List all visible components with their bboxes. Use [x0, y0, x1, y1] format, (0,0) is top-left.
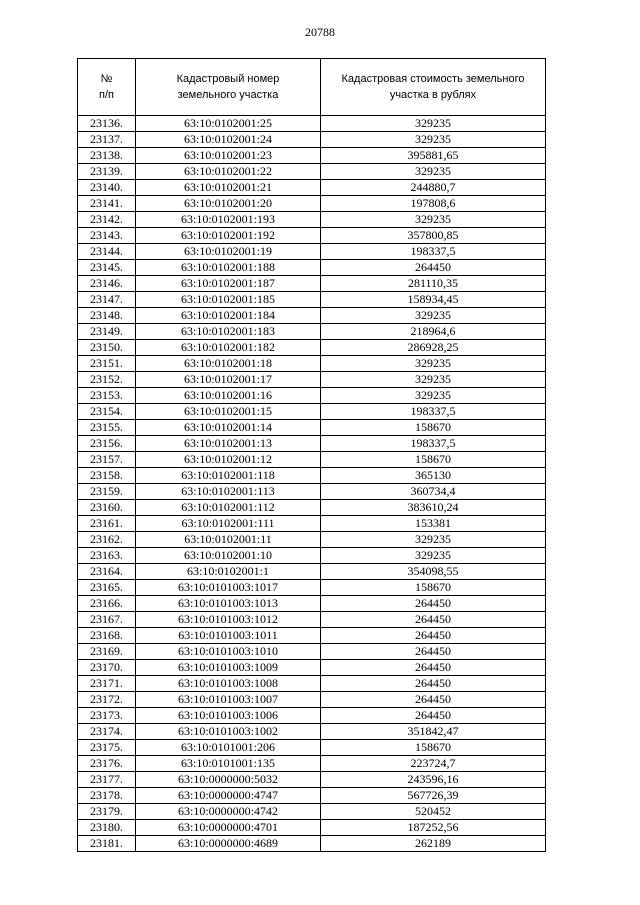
row-number-cell: 23173.: [78, 708, 136, 724]
row-number-cell: 23148.: [78, 308, 136, 324]
cadastral-value-cell: 198337,5: [321, 404, 546, 420]
table-row: [78, 404, 546, 420]
table-row: [78, 772, 546, 788]
cadastral-number-cell: 63:10:0102001:21: [136, 180, 321, 196]
cadastral-value-cell: 264450: [321, 676, 546, 692]
cadastral-value-cell: 281110,35: [321, 276, 546, 292]
cadastral-number-cell: 63:10:0102001:111: [136, 516, 321, 532]
table-row: [78, 644, 546, 660]
row-number-cell: 23149.: [78, 324, 136, 340]
table-row: [78, 356, 546, 372]
table-row: [78, 692, 546, 708]
cadastral-number-cell: 63:10:0102001:22: [136, 164, 321, 180]
cadastral-number-cell: 63:10:0102001:182: [136, 340, 321, 356]
table-row: [78, 132, 546, 148]
cadastral-value-cell: 198337,5: [321, 436, 546, 452]
row-number-cell: 23177.: [78, 772, 136, 788]
cadastral-value-cell: 264450: [321, 644, 546, 660]
cadastral-value-cell: 329235: [321, 132, 546, 148]
row-number-cell: 23140.: [78, 180, 136, 196]
table-row: [78, 244, 546, 260]
table-row: [78, 436, 546, 452]
row-number-cell: 23157.: [78, 452, 136, 468]
cadastral-number-cell: 63:10:0000000:5032: [136, 772, 321, 788]
row-number-cell: 23139.: [78, 164, 136, 180]
cadastral-value-cell: 329235: [321, 116, 546, 132]
cadastral-number-cell: 63:10:0102001:185: [136, 292, 321, 308]
row-number-cell: 23170.: [78, 660, 136, 676]
table-row: [78, 340, 546, 356]
table-row: [78, 500, 546, 516]
table-row: [78, 548, 546, 564]
cadastral-number-cell: 63:10:0102001:24: [136, 132, 321, 148]
cadastral-value-cell: 354098,55: [321, 564, 546, 580]
cadastral-number-cell: 63:10:0102001:12: [136, 452, 321, 468]
row-number-cell: 23160.: [78, 500, 136, 516]
row-number-cell: 23180.: [78, 820, 136, 836]
header-cadastral-number: [136, 59, 321, 116]
row-number-cell: 23145.: [78, 260, 136, 276]
table-row: [78, 260, 546, 276]
table-row: [78, 564, 546, 580]
table-row: [78, 660, 546, 676]
row-number-cell: 23169.: [78, 644, 136, 660]
row-number-cell: 23162.: [78, 532, 136, 548]
table-header-row: [78, 59, 546, 116]
table-row: [78, 580, 546, 596]
row-number-cell: 23168.: [78, 628, 136, 644]
table-row: [78, 804, 546, 820]
row-number-cell: 23175.: [78, 740, 136, 756]
cadastral-value-cell: 198337,5: [321, 244, 546, 260]
table-row: [78, 372, 546, 388]
cadastral-value-cell: 264450: [321, 692, 546, 708]
row-number-cell: 23165.: [78, 580, 136, 596]
cadastral-number-cell: 63:10:0101003:1013: [136, 596, 321, 612]
cadastral-number-cell: 63:10:0000000:4747: [136, 788, 321, 804]
cadastral-number-cell: 63:10:0102001:10: [136, 548, 321, 564]
cadastral-value-cell: 286928,25: [321, 340, 546, 356]
cadastral-value-cell: 243596,16: [321, 772, 546, 788]
cadastral-number-cell: 63:10:0102001:187: [136, 276, 321, 292]
cadastral-number-cell: 63:10:0101003:1002: [136, 724, 321, 740]
row-number-cell: 23151.: [78, 356, 136, 372]
cadastral-value-cell: 383610,24: [321, 500, 546, 516]
row-number-cell: 23153.: [78, 388, 136, 404]
cadastral-value-cell: 329235: [321, 356, 546, 372]
cadastral-value-cell: 329235: [321, 164, 546, 180]
table-row: [78, 452, 546, 468]
table-row: [78, 388, 546, 404]
row-number-cell: 23163.: [78, 548, 136, 564]
table-row: [78, 836, 546, 852]
table-row: [78, 308, 546, 324]
table-row: [78, 516, 546, 532]
cadastral-number-cell: 63:10:0102001:19: [136, 244, 321, 260]
table-row: [78, 276, 546, 292]
table-row: [78, 116, 546, 132]
cadastral-number-cell: 63:10:0102001:17: [136, 372, 321, 388]
cadastral-number-cell: 63:10:0102001:192: [136, 228, 321, 244]
cadastral-value-cell: 264450: [321, 612, 546, 628]
cadastral-value-cell: 329235: [321, 548, 546, 564]
cadastral-number-cell: 63:10:0101001:135: [136, 756, 321, 772]
cadastral-number-cell: 63:10:0000000:4701: [136, 820, 321, 836]
cadastral-value-cell: 395881,65: [321, 148, 546, 164]
cadastral-value-cell: 187252,56: [321, 820, 546, 836]
cadastral-number-cell: 63:10:0102001:23: [136, 148, 321, 164]
cadastral-number-cell: 63:10:0102001:112: [136, 500, 321, 516]
header-cadastral-value: [321, 59, 546, 116]
cadastral-value-cell: 264450: [321, 660, 546, 676]
table-row: [78, 468, 546, 484]
cadastral-value-cell: 262189: [321, 836, 546, 852]
table-row: [78, 788, 546, 804]
header-line: Кадастровый номер: [176, 73, 280, 85]
table-row: [78, 180, 546, 196]
header-line: №: [100, 73, 113, 85]
cadastral-number-cell: 63:10:0000000:4689: [136, 836, 321, 852]
cadastral-value-cell: 244880,7: [321, 180, 546, 196]
cadastral-number-cell: 63:10:0102001:183: [136, 324, 321, 340]
table-row: [78, 324, 546, 340]
cadastral-number-cell: 63:10:0102001:188: [136, 260, 321, 276]
row-number-cell: 23158.: [78, 468, 136, 484]
table-row: [78, 148, 546, 164]
cadastral-value-cell: 329235: [321, 532, 546, 548]
cadastral-number-cell: 63:10:0102001:11: [136, 532, 321, 548]
cadastral-number-cell: 63:10:0101003:1006: [136, 708, 321, 724]
table-row: [78, 420, 546, 436]
cadastral-value-cell: 153381: [321, 516, 546, 532]
cadastral-number-cell: 63:10:0102001:15: [136, 404, 321, 420]
table-row: [78, 228, 546, 244]
cadastral-number-cell: 63:10:0101003:1011: [136, 628, 321, 644]
cadastral-number-cell: 63:10:0102001:113: [136, 484, 321, 500]
cadastral-number-cell: 63:10:0102001:13: [136, 436, 321, 452]
cadastral-value-cell: 520452: [321, 804, 546, 820]
cadastral-value-cell: 158670: [321, 740, 546, 756]
table-row: [78, 196, 546, 212]
cadastral-number-cell: 63:10:0101003:1010: [136, 644, 321, 660]
cadastral-number-cell: 63:10:0101003:1008: [136, 676, 321, 692]
row-number-cell: 23156.: [78, 436, 136, 452]
header-line: п/п: [99, 89, 114, 101]
cadastral-value-cell: 218964,6: [321, 324, 546, 340]
cadastral-value-cell: 158670: [321, 580, 546, 596]
table-row: [78, 756, 546, 772]
table-row: [78, 708, 546, 724]
row-number-cell: 23143.: [78, 228, 136, 244]
table-row: [78, 820, 546, 836]
cadastral-number-cell: 63:10:0102001:118: [136, 468, 321, 484]
cadastral-value-cell: 329235: [321, 388, 546, 404]
cadastral-value-cell: 357800,85: [321, 228, 546, 244]
cadastral-value-cell: 158670: [321, 420, 546, 436]
row-number-cell: 23166.: [78, 596, 136, 612]
row-number-cell: 23164.: [78, 564, 136, 580]
cadastral-number-cell: 63:10:0102001:18: [136, 356, 321, 372]
cadastral-value-table: [77, 58, 546, 852]
row-number-cell: 23161.: [78, 516, 136, 532]
table-row: [78, 596, 546, 612]
row-number-cell: 23136.: [78, 116, 136, 132]
table-row: [78, 292, 546, 308]
cadastral-value-cell: 264450: [321, 596, 546, 612]
page-number: 20788: [305, 25, 335, 39]
header-line: земельного участка: [177, 89, 279, 101]
cadastral-value-cell: 351842,47: [321, 724, 546, 740]
row-number-cell: 23179.: [78, 804, 136, 820]
cadastral-value-cell: 360734,4: [321, 484, 546, 500]
row-number-cell: 23150.: [78, 340, 136, 356]
row-number-cell: 23144.: [78, 244, 136, 260]
row-number-cell: 23176.: [78, 756, 136, 772]
cadastral-number-cell: 63:10:0101003:1007: [136, 692, 321, 708]
cadastral-value-cell: 223724,7: [321, 756, 546, 772]
cadastral-value-cell: 329235: [321, 308, 546, 324]
row-number-cell: 23171.: [78, 676, 136, 692]
cadastral-value-cell: 365130: [321, 468, 546, 484]
table-row: [78, 676, 546, 692]
row-number-cell: 23155.: [78, 420, 136, 436]
row-number-cell: 23152.: [78, 372, 136, 388]
cadastral-value-cell: 264450: [321, 260, 546, 276]
cadastral-number-cell: 63:10:0102001:184: [136, 308, 321, 324]
row-number-cell: 23159.: [78, 484, 136, 500]
cadastral-number-cell: 63:10:0101003:1009: [136, 660, 321, 676]
cadastral-number-cell: 63:10:0101001:206: [136, 740, 321, 756]
cadastral-number-cell: 63:10:0101003:1012: [136, 612, 321, 628]
cadastral-number-cell: 63:10:0102001:193: [136, 212, 321, 228]
table-row: [78, 484, 546, 500]
cadastral-number-cell: 63:10:0000000:4742: [136, 804, 321, 820]
header-row-number: [78, 59, 136, 116]
row-number-cell: 23181.: [78, 836, 136, 852]
cadastral-number-cell: 63:10:0102001:14: [136, 420, 321, 436]
header-line: Кадастровая стоимость земельного: [341, 73, 525, 85]
table-row: [78, 628, 546, 644]
table-row: [78, 212, 546, 228]
cadastral-number-cell: 63:10:0102001:1: [136, 564, 321, 580]
cadastral-value-cell: 158670: [321, 452, 546, 468]
row-number-cell: 23178.: [78, 788, 136, 804]
cadastral-number-cell: 63:10:0101003:1017: [136, 580, 321, 596]
cadastral-value-cell: 329235: [321, 372, 546, 388]
cadastral-value-cell: 264450: [321, 628, 546, 644]
row-number-cell: 23138.: [78, 148, 136, 164]
row-number-cell: 23137.: [78, 132, 136, 148]
cadastral-value-cell: 264450: [321, 708, 546, 724]
table-row: [78, 740, 546, 756]
row-number-cell: 23142.: [78, 212, 136, 228]
row-number-cell: 23147.: [78, 292, 136, 308]
row-number-cell: 23154.: [78, 404, 136, 420]
cadastral-value-cell: 158934,45: [321, 292, 546, 308]
cadastral-value-cell: 329235: [321, 212, 546, 228]
row-number-cell: 23174.: [78, 724, 136, 740]
table-row: [78, 612, 546, 628]
cadastral-number-cell: 63:10:0102001:25: [136, 116, 321, 132]
cadastral-value-cell: 197808,6: [321, 196, 546, 212]
row-number-cell: 23167.: [78, 612, 136, 628]
table-row: [78, 532, 546, 548]
cadastral-number-cell: 63:10:0102001:20: [136, 196, 321, 212]
row-number-cell: 23141.: [78, 196, 136, 212]
cadastral-number-cell: 63:10:0102001:16: [136, 388, 321, 404]
table-body: [78, 116, 546, 852]
table-row: [78, 164, 546, 180]
row-number-cell: 23146.: [78, 276, 136, 292]
row-number-cell: 23172.: [78, 692, 136, 708]
cadastral-value-cell: 567726,39: [321, 788, 546, 804]
header-line: участка в рублях: [389, 89, 477, 101]
table-row: [78, 724, 546, 740]
